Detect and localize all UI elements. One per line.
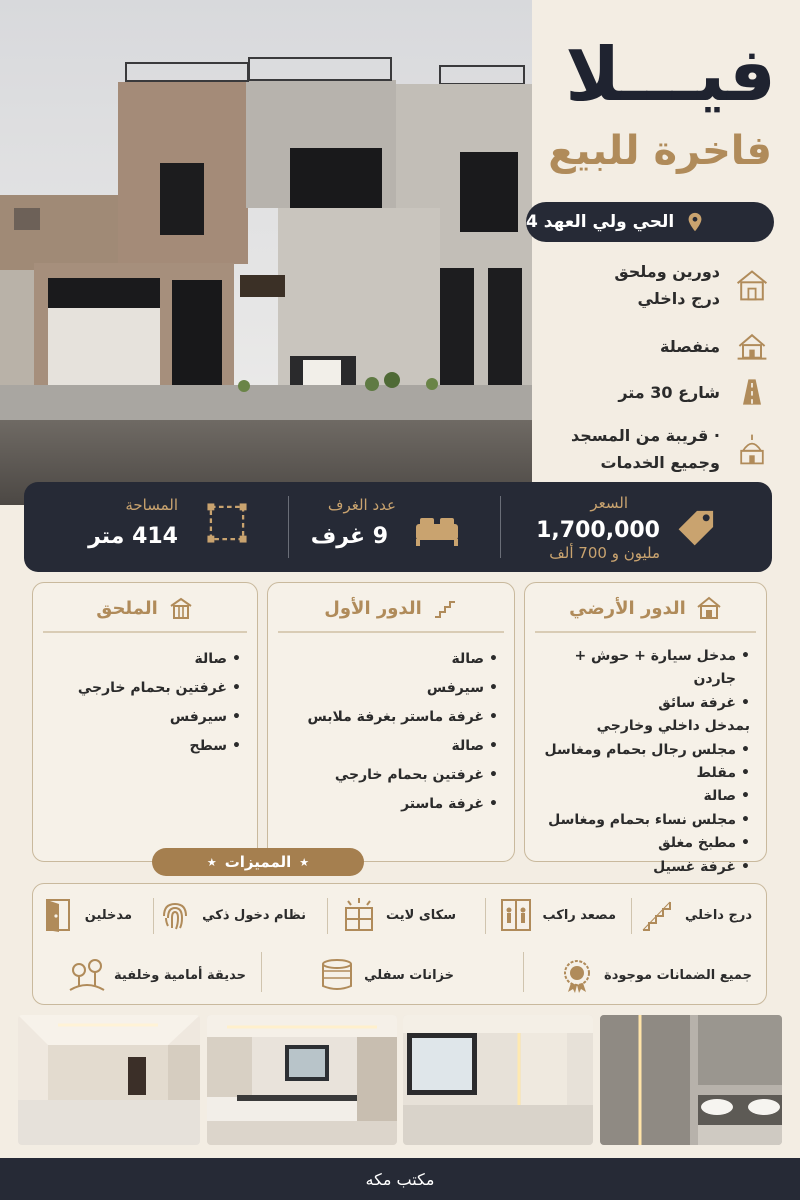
list-item: • غرفتين بحمام خارجي [43,674,241,703]
stat-divider [288,496,289,558]
amenity-entrances [39,896,132,934]
list-item: • مقلط [535,762,750,785]
ground-floor-card [524,582,767,875]
footer-label: مكتب مكه [365,1169,435,1189]
warranty-badge-icon [558,956,596,994]
water-tank-icon [318,956,356,994]
rooms-label: عدد الغرف [327,496,396,514]
first-floor-header [268,595,514,621]
list-item: • مدخل سيارة + حوش + جاردن [535,645,750,692]
stats-band [24,482,772,572]
feature-detached [530,328,770,364]
star-icon: ★ [206,855,217,869]
feature-mosque [530,422,770,476]
amenity-label: سكاى لايت [386,907,456,923]
list-item: • صالة [535,785,750,808]
card-divider [278,631,504,633]
bed-icon [412,510,462,550]
detached-house-icon [734,328,770,364]
location-label: الحي ولي العهد 4 [526,212,675,232]
annex-header [33,595,257,621]
amenity-label: حديقة أمامية وخلفية [114,967,246,983]
feature-mosque-label: · قريبة من المسجد وجميع الخدمات [570,426,720,472]
divider [631,898,632,934]
amenity-label: درج داخلي [684,907,752,923]
amenity-warranty [558,956,752,994]
house-icon [734,267,770,303]
first-floor-card [267,582,515,862]
divider [261,952,262,992]
list-item: • سيرفس [278,674,498,703]
skylight-icon [340,896,378,934]
feature-street-label: شارع 30 متر [618,382,720,402]
list-item: • غرفة غسيل [535,856,750,879]
home-floor-icon [696,595,722,621]
interior-photo-room [403,1015,593,1145]
list-item: • مجلس نساء بحمام ومغاسل [535,809,750,832]
location-pin-icon [684,211,706,233]
divider [523,952,524,992]
amenity-smart-entry [156,896,306,934]
list-item: • غرفتين بحمام خارجي [278,761,498,790]
first-floor-title: الدور الأول [324,597,422,619]
ground-floor-title: الدور الأرضي [569,597,686,619]
annex-list [43,645,241,761]
stairs-icon [432,595,458,621]
amenity-label: مدخلين [84,907,132,923]
interior-photo-hall [18,1015,200,1145]
list-item: • غرفة سائق [535,692,750,715]
feature-street [530,374,770,410]
mosque-icon [734,431,770,467]
list-item: • سطح [43,732,241,761]
annex-icon [168,595,194,621]
price-value: 1,700,000 [536,518,660,543]
amenity-stairs [639,896,752,934]
interior-photo-kitchen [207,1015,397,1145]
annex-card [32,582,258,862]
title-sub: فاخرة للبيع [548,128,772,174]
amenity-label: خزانات سفلي [364,967,454,983]
annex-title: الملحق [96,597,158,619]
list-item: • غرفة ماستر [278,790,498,819]
amenity-skylight [340,896,456,934]
divider [485,898,486,934]
footer [0,1158,800,1200]
price-note: مليون و 700 ألف [549,544,660,562]
first-floor-list [278,645,498,819]
road-icon [734,374,770,410]
amenity-label: جميع الضمانات موجودة [604,967,752,983]
rooms-value: 9 غرف [310,524,388,549]
list-item: • سيرفس [43,703,241,732]
amenity-label: مصعد راكب [542,907,616,923]
amenity-tanks [318,956,454,994]
card-divider [43,631,247,633]
card-divider [535,631,756,633]
amenity-elevator [497,896,617,934]
feature-detached-label: منفصلة [660,336,720,356]
star-icon: ★ [299,855,310,869]
title-main: فيـــلا [565,32,776,118]
price-label: السعر [590,494,628,512]
divider [153,898,154,934]
area-icon [204,500,250,546]
ground-floor-header [525,595,766,621]
stairs-icon [639,896,677,934]
list-item: • صالة [278,645,498,674]
door-icon [39,896,77,934]
area-label: المساحة [125,496,178,514]
list-item: • غرفة ماستر بغرفة ملابس [278,703,498,732]
elevator-icon [497,896,535,934]
amenity-garden [68,956,246,994]
location-pill [526,202,774,242]
area-value: 414 متر [88,524,178,549]
list-item: بمدخل داخلي وخارجي [596,718,750,735]
divider [327,898,328,934]
stat-divider [500,496,501,558]
price-tag-icon [674,504,720,550]
list-item: • صالة [278,732,498,761]
features-badge-label: المميزات [224,853,292,871]
amenities-grid [32,883,767,1005]
list-item: • مطبخ مغلق [535,832,750,855]
fingerprint-icon [156,896,194,934]
garden-icon [68,956,106,994]
villa-photo [0,0,532,505]
amenity-label: نظام دخول ذكي [202,907,306,923]
feature-floors [530,258,770,312]
features-badge [152,848,364,876]
interior-photo-bathroom [600,1015,782,1145]
list-item: • صالة [43,645,241,674]
ground-floor-list [535,645,750,902]
list-item: • مجلس رجال بحمام ومغاسل [535,739,750,762]
feature-floors-label: دورين وملحق درج داخلي [614,262,720,308]
